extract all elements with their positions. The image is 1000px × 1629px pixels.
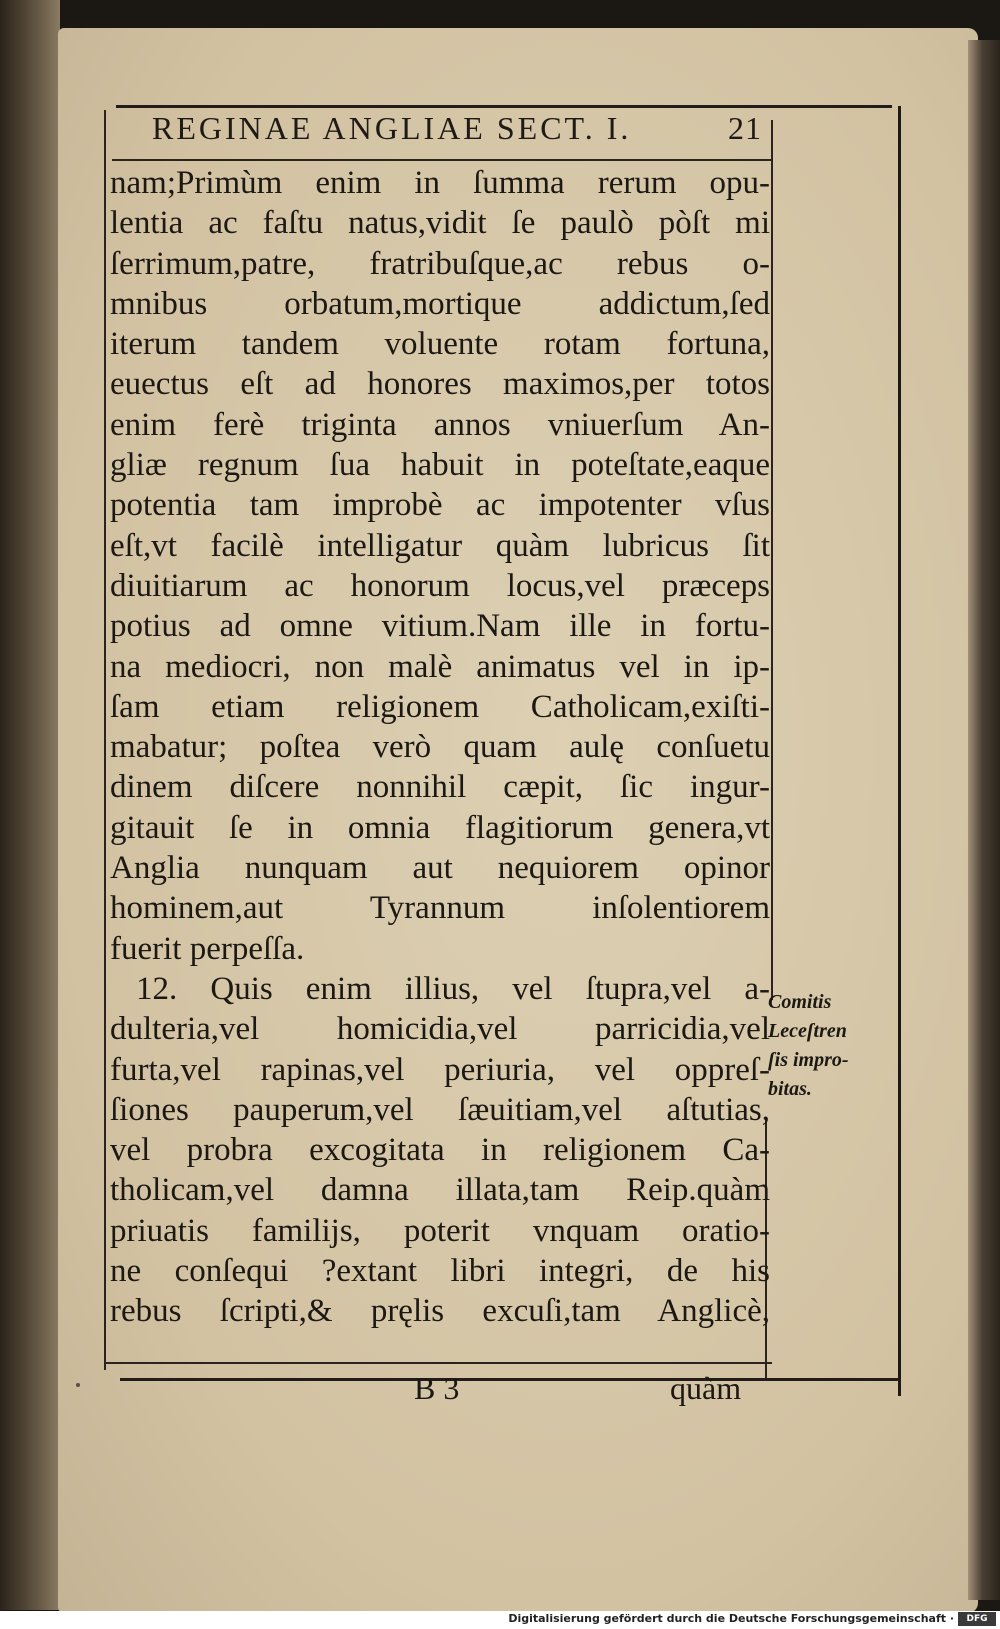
text-line: potentia tam improbè ac impotenter vſus (110, 487, 770, 524)
numbered-paragraph-start: 12. Quis enim illius, vel ſtupra,vel a- (136, 970, 770, 1007)
signature-mark: B 3 (414, 1370, 460, 1406)
text-line: diuitiarum ac honorum locus,vel præceps (110, 567, 770, 604)
text-line: ſerrimum,patre, fratribuſque,ac rebus o- (110, 245, 770, 282)
dfg-logo-icon: DFG (958, 1612, 996, 1626)
digitization-credit: Digitalisierung gefördert durch die Deutsche Forschungsgemeinschaft · (508, 1612, 954, 1625)
page-number: 21 (728, 110, 762, 146)
text-line: vel probra excogitata in religionem Ca- (110, 1132, 770, 1169)
book-spine (0, 0, 60, 1610)
marginal-note-line: bitas. (768, 1078, 812, 1100)
margin-dot (76, 1383, 80, 1387)
paragraph-end-line: fuerit perpeſſa. (110, 930, 305, 967)
text-line: euectus eſt ad honores maximos,per totos (110, 366, 770, 403)
text-line: Anglia nunquam aut nequiorem opinor (110, 850, 770, 887)
text-line: na mediocri, non malè animatus vel in ip- (110, 648, 770, 685)
bottom-border-rule (120, 1378, 900, 1381)
marginal-note-line: Leceſtren (768, 1020, 847, 1042)
text-line: potius ad omne vitium.Nam ille in fortu- (110, 608, 770, 645)
text-line: ne conſequi ?extant libri integri, de his (110, 1253, 770, 1290)
marginal-note-line: Comitis (768, 991, 832, 1013)
running-head-title: REGINAE ANGLIAE SECT. I. (152, 110, 632, 146)
text-line: gitauit ſe in omnia flagitiorum genera,vt (110, 809, 770, 846)
marginal-note-line: ſis impro- (768, 1049, 849, 1071)
marginal-note (768, 988, 888, 1104)
text-line: tholicam,vel damna illata,tam Reip.quàm (110, 1172, 770, 1209)
text-line: dinem diſcere nonnihil cæpit, ſic ingur- (110, 769, 770, 806)
running-head-rule (112, 159, 772, 161)
text-line: mnibus orbatum,mortique addictum,ſed (110, 285, 770, 322)
page-edge-shadow (968, 40, 1000, 1600)
text-line: lentia ac faſtu natus,vidit ſe paulò pòſt mi (110, 205, 770, 242)
text-line: gliæ regnum ſua habuit in poteſtate,eaque (110, 447, 770, 484)
text-line: mabatur; poſtea verò quam aulę conſuetu (110, 729, 770, 766)
text-line: enim ferè triginta annos vniuerſum An- (110, 406, 770, 443)
text-line: ſiones pauperum,vel ſæuitiam,vel aſtutias, (110, 1091, 770, 1128)
body-text (110, 163, 770, 1332)
text-line: priuatis familijs, poterit vnquam oratio- (110, 1212, 770, 1249)
catchword: quàm (670, 1370, 742, 1406)
text-line: dulteria,vel homicidia,vel parricidia,vel (110, 1011, 770, 1048)
inner-right-rule (771, 120, 773, 1000)
text-line: ſam etiam religionem Catholicam,exiſti- (110, 688, 770, 725)
running-head (152, 110, 762, 156)
text-line: hominem,aut Tyrannum inſolentiorem (110, 890, 770, 927)
text-line: iterum tandem voluente rotam fortuna, (110, 326, 770, 363)
footer-rule (104, 1362, 772, 1364)
text-line: nam;Primùm enim in ſumma rerum opu- (110, 165, 770, 201)
text-line: furta,vel rapinas,vel periuria, vel oppreſ- (110, 1051, 770, 1088)
text-line: eſt,vt facilè intelligatur quàm lubricus ſit (110, 527, 770, 564)
text-line: rebus ſcripti,& pręlis excuſi,tam Anglicè, (110, 1293, 770, 1330)
